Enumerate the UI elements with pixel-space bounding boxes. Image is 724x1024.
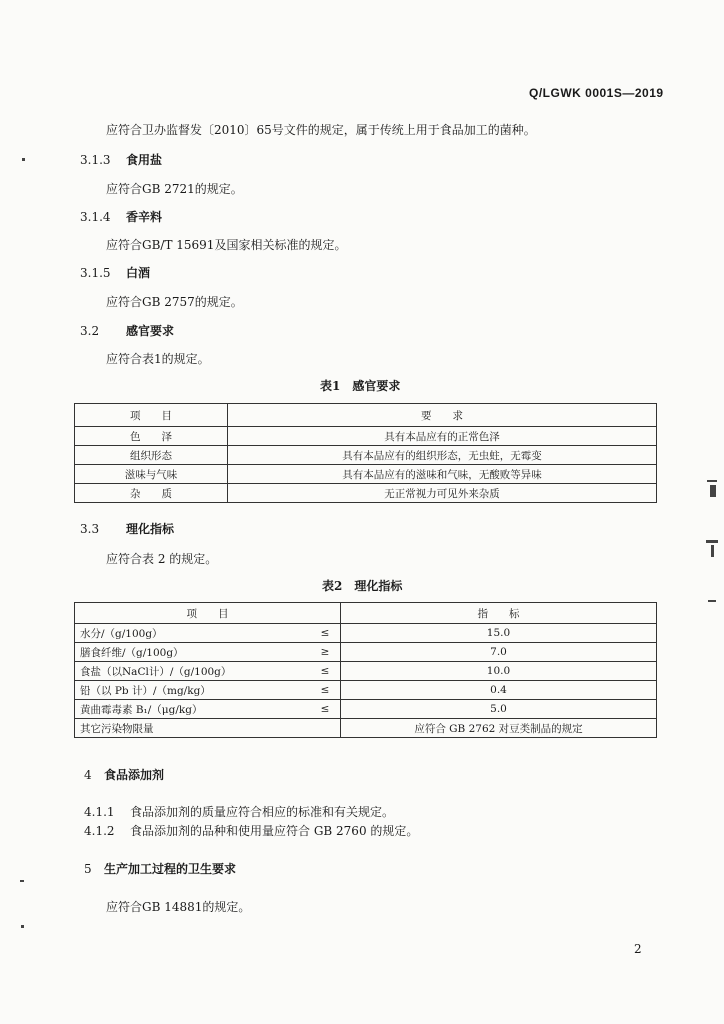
table-header-row — [75, 603, 657, 624]
hygiene-paragraph: 应符合GB 14881的规定。 — [106, 900, 251, 914]
page-number: 2 — [634, 942, 642, 956]
value-cell: 0.4 — [341, 681, 657, 700]
table1-caption: 表1 感官要求 — [320, 379, 401, 393]
operator-cell: ≤ — [310, 624, 341, 643]
table-row — [75, 484, 657, 503]
heading-4 — [84, 766, 164, 783]
section-title: 感官要求 — [126, 324, 175, 338]
scan-artifact — [708, 600, 716, 602]
section-number: 3.1.4 — [80, 210, 111, 224]
requirement-cell: 具有本品应有的滋味和气味，无酸败等异味 — [228, 465, 657, 484]
spice-paragraph: 应符合GB/T 15691及国家相关标准的规定。 — [106, 238, 347, 252]
table-row — [75, 719, 657, 738]
section-title: 生产加工过程的卫生要求 — [104, 862, 237, 876]
scan-artifact — [22, 158, 25, 161]
value-cell: 10.0 — [341, 662, 657, 681]
table-row — [75, 446, 657, 465]
yeast-paragraph: 应符合卫办监督发〔2010〕65号文件的规定，属于传统上用于食品加工的菌种。 — [106, 123, 536, 137]
item-cell: 铅（以 Pb 计）/（mg/kg） — [75, 681, 311, 700]
clause-number: 4.1.1 — [84, 805, 115, 819]
table2-caption: 表2 理化指标 — [322, 579, 403, 593]
table-row — [75, 427, 657, 446]
sensory-table — [74, 403, 657, 503]
column-header: 项 目 — [75, 404, 228, 427]
table-row — [75, 465, 657, 484]
item-cell: 滋味与气味 — [75, 465, 228, 484]
standard-number: Q/LGWK 0001S—2019 — [529, 86, 664, 100]
heading-3-2 — [80, 322, 174, 339]
column-header: 指 标 — [341, 603, 657, 624]
item-cell: 食盐（以NaCl计）/（g/100g） — [75, 662, 311, 681]
liquor-paragraph: 应符合GB 2757的规定。 — [106, 295, 243, 309]
scan-artifact — [706, 540, 718, 543]
salt-paragraph: 应符合GB 2721的规定。 — [106, 182, 243, 196]
physchem-table — [74, 602, 657, 738]
operator-cell: ≥ — [310, 643, 341, 662]
item-cell: 杂 质 — [75, 484, 228, 503]
section-number: 5 — [84, 862, 92, 876]
table-row — [75, 624, 657, 643]
section-title: 理化指标 — [126, 522, 175, 536]
requirement-cell: 具有本品应有的组织形态，无虫蛀，无霉变 — [228, 446, 657, 465]
section-number: 3.1.5 — [80, 266, 111, 280]
table-row — [75, 700, 657, 719]
operator-cell: ≤ — [310, 700, 341, 719]
value-cell: 15.0 — [341, 624, 657, 643]
column-header: 要 求 — [228, 404, 657, 427]
requirement-cell: 具有本品应有的正常色泽 — [228, 427, 657, 446]
section-number: 4 — [84, 768, 92, 782]
scan-artifact — [710, 485, 716, 497]
item-cell: 黄曲霉毒素 B₁/（μg/kg） — [75, 700, 311, 719]
item-cell: 组织形态 — [75, 446, 228, 465]
section-number: 3.3 — [80, 522, 100, 536]
heading-3-1-3 — [80, 151, 162, 168]
table-row — [75, 681, 657, 700]
clause-text: 食品添加剂的质量应符合相应的标准和有关规定。 — [130, 805, 395, 819]
heading-3-3 — [80, 520, 174, 537]
additive-clause-1 — [84, 803, 394, 820]
section-title: 白酒 — [126, 266, 151, 280]
value-cell: 5.0 — [341, 700, 657, 719]
operator-cell: ≤ — [310, 662, 341, 681]
clause-number: 4.1.2 — [84, 824, 115, 838]
scan-artifact — [707, 480, 717, 482]
table-header-row — [75, 404, 657, 427]
heading-3-1-5 — [80, 264, 150, 281]
table-row — [75, 643, 657, 662]
additive-clause-2 — [84, 822, 418, 839]
section-number: 3.1.3 — [80, 153, 111, 167]
scan-artifact — [21, 925, 24, 928]
operator-cell — [310, 719, 341, 738]
item-cell: 水分/（g/100g） — [75, 624, 311, 643]
physchem-paragraph: 应符合表 2 的规定。 — [106, 552, 218, 566]
item-cell: 其它污染物限量 — [75, 719, 311, 738]
operator-cell: ≤ — [310, 681, 341, 700]
section-number: 3.2 — [80, 324, 100, 338]
value-cell: 应符合 GB 2762 对豆类制品的规定 — [341, 719, 657, 738]
section-title: 食用盐 — [126, 153, 163, 167]
heading-5 — [84, 860, 236, 877]
scan-artifact — [20, 880, 24, 882]
sensory-paragraph: 应符合表1的规定。 — [106, 352, 210, 366]
section-title: 食品添加剂 — [104, 768, 165, 782]
heading-3-1-4 — [80, 208, 162, 225]
requirement-cell: 无正常视力可见外来杂质 — [228, 484, 657, 503]
table-row — [75, 662, 657, 681]
value-cell: 7.0 — [341, 643, 657, 662]
clause-text: 食品添加剂的品种和使用量应符合 GB 2760 的规定。 — [130, 824, 419, 838]
section-title: 香辛料 — [126, 210, 163, 224]
item-cell: 色 泽 — [75, 427, 228, 446]
column-header: 项 目 — [75, 603, 341, 624]
item-cell: 膳食纤维/（g/100g） — [75, 643, 311, 662]
scan-artifact — [711, 545, 714, 557]
